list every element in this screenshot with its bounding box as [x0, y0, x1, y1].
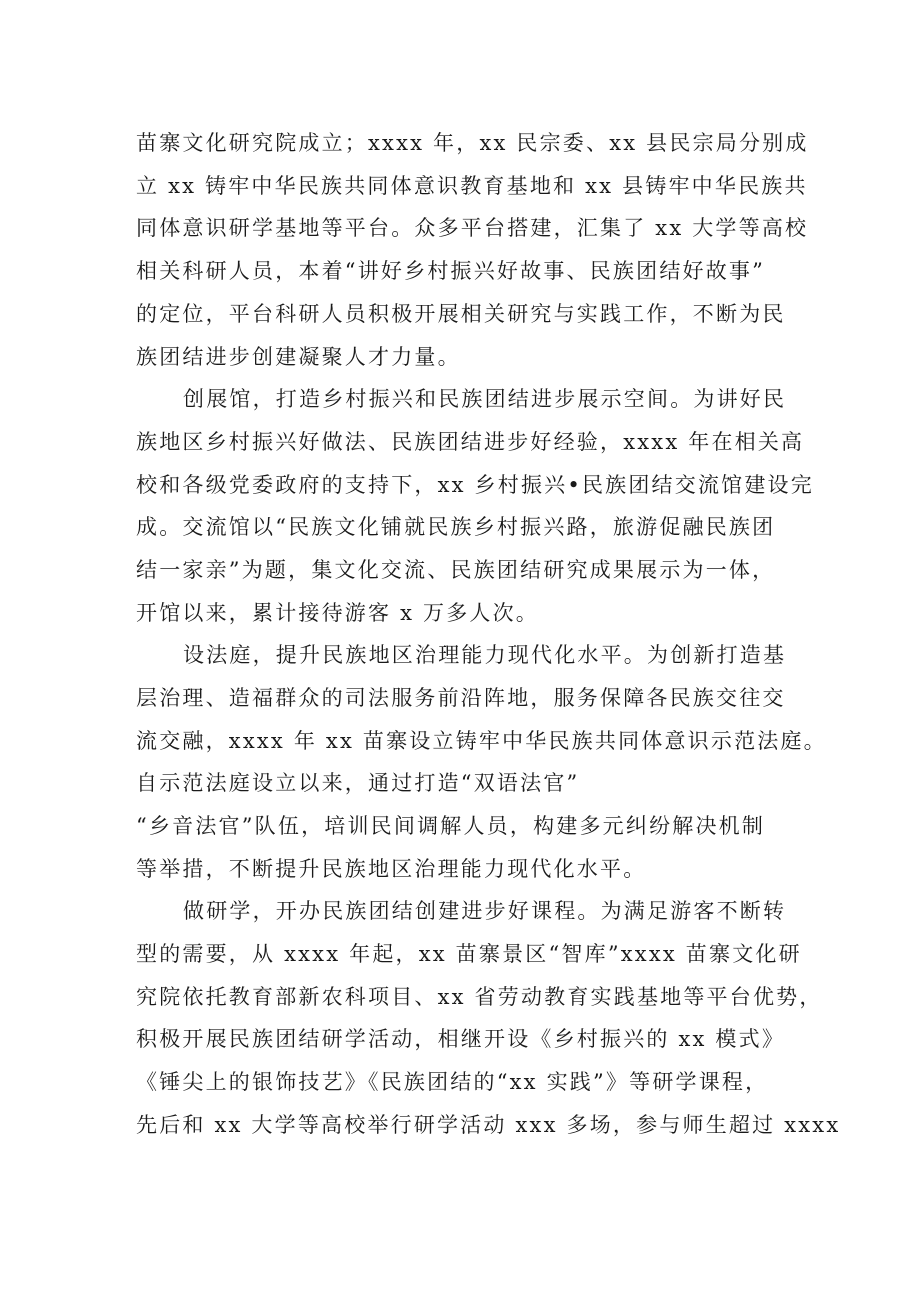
paragraph-line: 同体意识研学基地等平台。众多平台搭建，汇集了 xx 大学等高校 [136, 216, 809, 240]
paragraph-line: 《锤尖上的银饰技艺》《民族团结的“xx 实践”》等研学课程， [136, 1070, 769, 1094]
paragraph-line: 的定位，平台科研人员积极开展相关研究与实践工作，不断为民 [136, 302, 786, 326]
paragraph-line: 创展馆，打造乡村振兴和民族团结进步展示空间。为讲好民 [183, 387, 787, 411]
paragraph-line: 相关科研人员，本着“讲好乡村振兴好故事、民族团结好故事” [136, 259, 766, 283]
paragraph-line: 自示范法庭设立以来，通过打造“双语法官” [136, 771, 580, 795]
paragraph-line: 成。交流馆以“民族文化铺就民族乡村振兴路，旅游促融民族团 [136, 515, 776, 539]
paragraph-line: “乡音法官”队伍，培训民间调解人员，构建多元纠纷解决机制 [136, 814, 766, 838]
paragraph-line: 流交融，xxxx 年 xx 苗寨设立铸牢中华民族共同体意识示范法庭。 [136, 729, 827, 753]
paragraph-line: 究院依托教育部新农科项目、xx 省劳动教育实践基地等平台优势， [136, 985, 823, 1009]
paragraph-line: 设法庭，提升民族地区治理能力现代化水平。为创新打造基 [183, 643, 787, 667]
paragraph-line: 苗寨文化研究院成立；xxxx 年，xx 民宗委、xx 县民宗局分别成 [136, 131, 809, 155]
paragraph-line: 校和各级党委政府的支持下，xx 乡村振兴•民族团结交流馆建设完 [136, 473, 814, 497]
paragraph-line: 型的需要，从 xxxx 年起，xx 苗寨景区“智库”xxxx 苗寨文化研 [136, 942, 802, 966]
paragraph-line: 开馆以来，累计接待游客 x 万多人次。 [136, 601, 539, 625]
paragraph-line: 立 xx 铸牢中华民族共同体意识教育基地和 xx 县铸牢中华民族共 [136, 174, 808, 198]
paragraph-line: 族地区乡村振兴好做法、民族团结进步好经验，xxxx 年在相关高 [136, 430, 805, 454]
paragraph-line: 做研学，开办民族团结创建进步好课程。为满足游客不断转 [183, 899, 787, 923]
paragraph-line: 等举措，不断提升民族地区治理能力现代化水平。 [136, 857, 647, 881]
paragraph-line: 先后和 xx 大学等高校举行研学活动 xxx 多场，参与师生超过 xxxx [136, 1113, 841, 1137]
paragraph-line: 族团结进步创建凝聚人才力量。 [136, 345, 461, 369]
paragraph-line: 积极开展民族团结研学活动，相继开设《乡村振兴的 xx 模式》 [136, 1027, 786, 1051]
paragraph-line: 结一家亲”为题，集文化交流、民族团结研究成果展示为一体， [136, 558, 776, 582]
paragraph-line: 层治理、造福群众的司法服务前沿阵地，服务保障各民族交往交 [136, 686, 786, 710]
